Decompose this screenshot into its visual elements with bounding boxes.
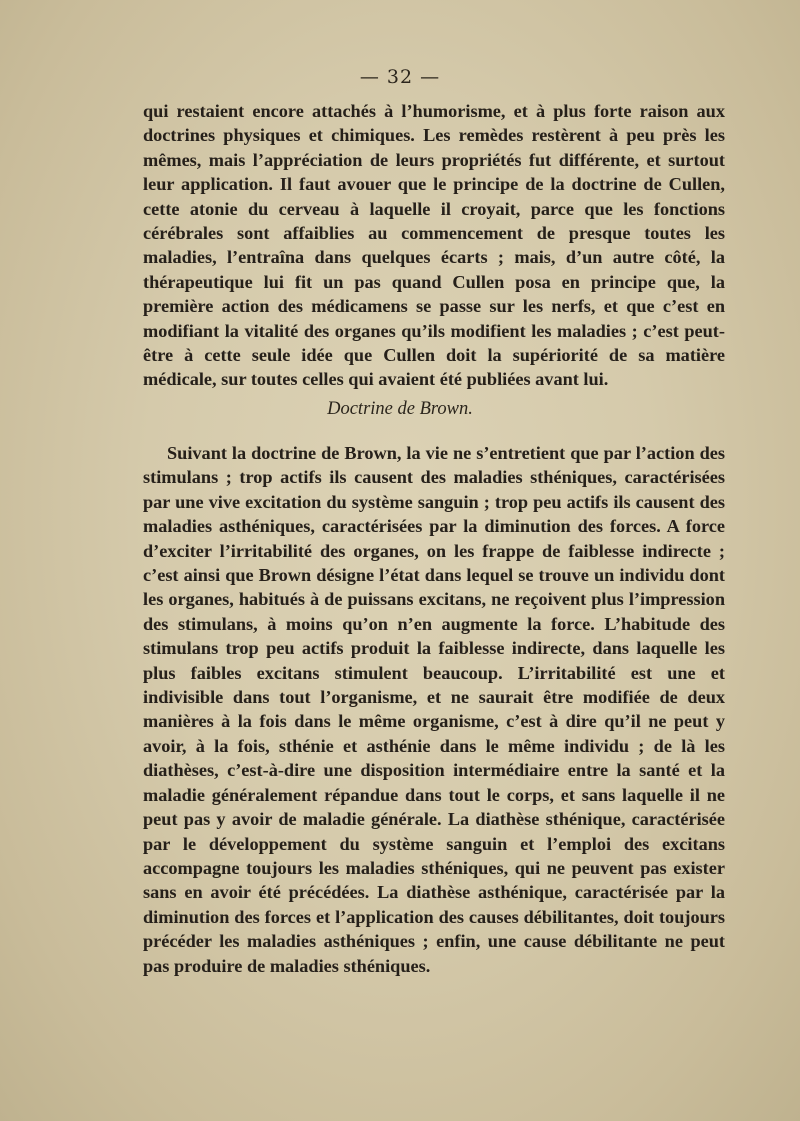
body-paragraph-1: qui restaient encore attachés à l’humorisme, et à plus forte raison aux doctrines physiques et chimiques. Les remèdes restèrent à peu près les mêmes, mais l’appréciation de leurs propriétés fut différente, et surtout leur application. Il faut avouer que le principe de la doctrine de Cullen, cette atonie du cerveau à laquelle il croyait, parce que les fonctions cérébrales sont affaiblies au commencement de presque toutes les maladies, l’entraîna dans quelques écarts ; mais, d’un autre côté, la thérapeutique lui fit un pas quand Cullen posa en principe que, la première action des médicamens se passe sur les nerfs, et que c’est en modifiant la vitalité des organes qu’ils modifient les maladies ; c’est peut-être à cette seule idée que Cullen doit la supériorité de sa matière médicale, sur toutes celles qui avaient été publiées avant lui. <box>143 101 725 390</box>
body-paragraph-2-block <box>143 441 725 978</box>
body-paragraph-1-block <box>143 99 725 392</box>
body-paragraph-2: Suivant la doctrine de Brown, la vie ne s’entretient que par l’action des stimulans ; trop actifs ils causent des maladies sthéniques, caractérisées par une vive excitation du système sanguin ; trop peu actifs ils causent des maladies asthéniques, caractérisées par la diminution des forces. A force d’exciter l’irritabilité des organes, on les frappe de faiblesse indirecte ; c’est ainsi que Brown désigne l’état dans lequel se trouve un individu dont les organes, habitués à de puissans excitans, ne reçoivent plus l’impression des stimulans, à moins qu’on n’en augmente la force. L’habitude des stimulans trop peu actifs produit la faiblesse indirecte, dans laquelle les plus faibles excitans stimulent beaucoup. L’irritabilité est une et indivisible dans tout l’organisme, et ne saurait être modifiée de deux manières à la fois dans le même organisme, c’est à dire qu’il ne peut y avoir, à la fois, sthénie et asthénie dans le même individu ; de là les diathèses, c’est-à-dire une disposition intermédiaire entre la santé et la maladie généralement répandue dans tout le corps, et sans laquelle il ne peut pas y avoir de maladie générale. La diathèse sthénique, caractérisée par le développement du système sanguin et l’emploi des excitans accompagne toujours les maladies sthéniques, qui ne peuvent pas exister sans en avoir été précédées. La diathèse asthénique, caractérisée par la diminution des forces et l’application des causes débilitantes, doit toujours précéder les maladies asthéniques ; enfin, une cause débilitante ne peut pas produire de maladies sthéniques. <box>143 443 725 976</box>
section-heading: Doctrine de Brown. <box>327 399 473 419</box>
page-number: — 32 — <box>359 66 441 88</box>
